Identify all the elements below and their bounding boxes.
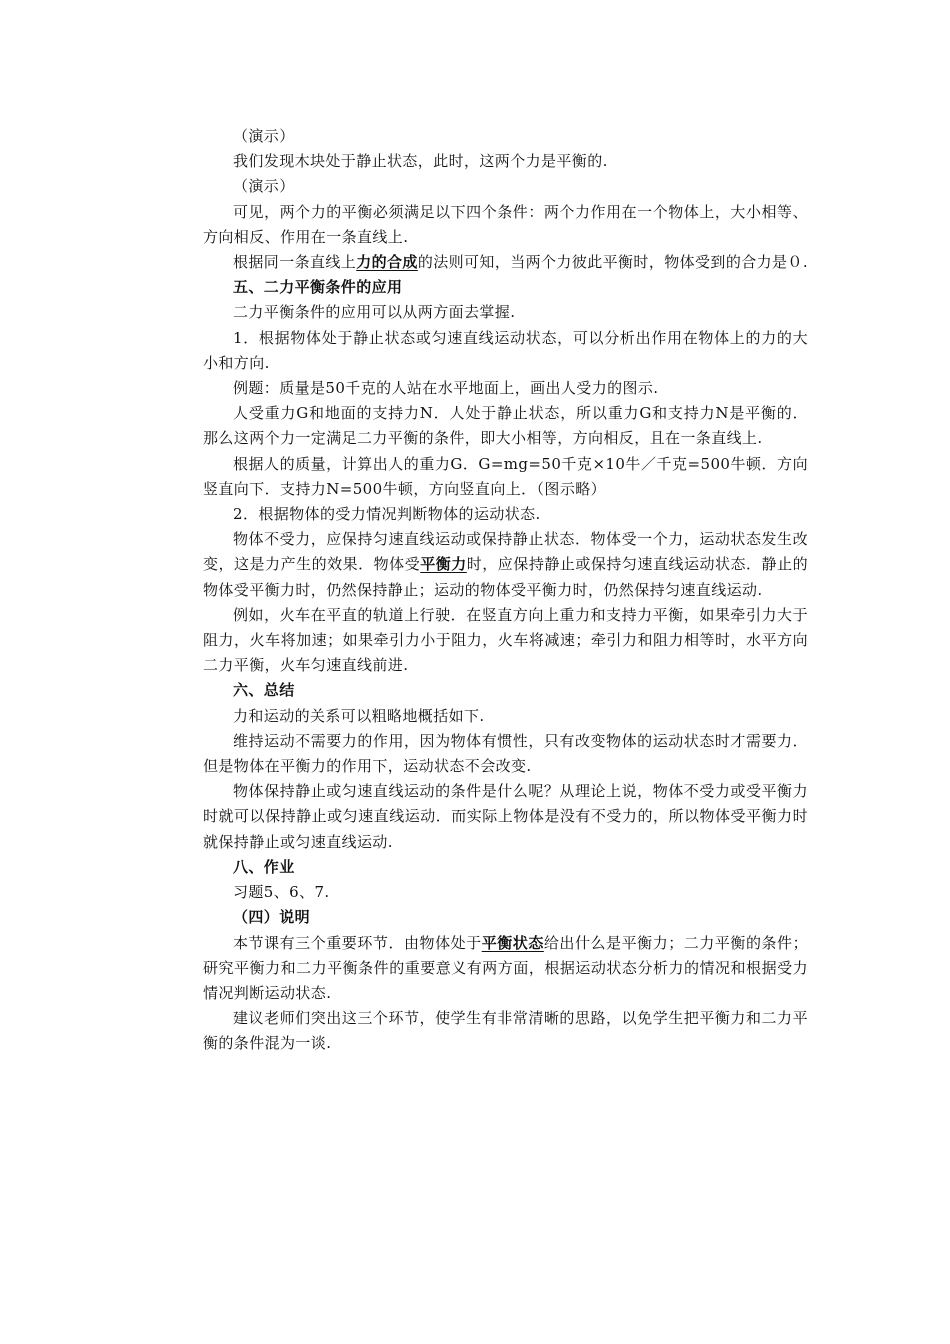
paragraph-text: 物体不受力，应保持匀速直线运动或保持静止状态．物体受一个力，运动状态发生改变，这是力产生的效果．物体受 xyxy=(203,530,808,574)
paragraph xyxy=(203,704,808,729)
link-equilibrium-state[interactable]: 平衡状态 xyxy=(481,933,544,952)
paragraph-text: 人受重力G和地面的支持力N．人处于静止状态，所以重力G和支持力N是平衡的．那么这两个力一定满足二力平衡的条件，即大小相等，方向相反，且在一条直线上. xyxy=(203,404,808,448)
paragraph xyxy=(203,326,808,376)
paragraph xyxy=(203,1006,808,1056)
document-body xyxy=(203,124,808,1057)
paragraph xyxy=(203,527,808,603)
heading-text: 八、作业 xyxy=(233,857,295,876)
paragraph-text: 1．根据物体处于静止状态或匀速直线运动状态，可以分析出作用在物体上的力的大小和方向. xyxy=(203,328,808,372)
heading-text: 五、二力平衡条件的应用 xyxy=(233,278,403,297)
paragraph xyxy=(203,452,808,502)
section-heading xyxy=(203,855,808,880)
paragraph-text: 例如，火车在平直的轨道上行驶．在竖直方向上重力和支持力平衡，如果牵引力大于阻力，火车将加速；如果牵引力小于阻力，火车将减速；牵引力和阻力相等时，水平方向二力平衡，火车匀速直线前进. xyxy=(203,605,808,675)
paragraph-text: 根据人的质量，计算出人的重力G．G=mg=50千克×10牛／千克=500牛顿．方向竖直向下．支持力N=500牛顿，方向竖直向上．（图示略） xyxy=(203,454,808,498)
paragraph-text: 二力平衡条件的应用可以从两方面去掌握. xyxy=(233,303,516,322)
paragraph-text: 给出什么是平衡力；二力平衡的条件；研究平衡力和二力平衡条件的重要意义有两方面，根据运动状态分析力的情况和根据受力情况判断运动状态. xyxy=(203,933,808,1002)
paragraph-text: 力和运动的关系可以粗略地概括如下. xyxy=(233,706,485,725)
paragraph xyxy=(203,174,808,199)
paragraph-text: （演示） xyxy=(233,177,295,196)
heading-text: 六、总结 xyxy=(233,681,295,700)
paragraph xyxy=(203,931,808,1007)
section-heading xyxy=(203,678,808,703)
paragraph-text: 可见，两个力的平衡必须满足以下四个条件：两个力作用在一个物体上，大小相等、方向相反、作用在一条直线上. xyxy=(203,202,808,246)
paragraph-text: 物体保持静止或匀速直线运动的条件是什么呢？从理论上说，物体不受力或受平衡力时就可以保持静止或匀速直线运动．而实际上物体是没有不受力的，所以物体受平衡力时就保持静止或匀速直线运动. xyxy=(203,782,808,851)
section-heading xyxy=(203,905,808,930)
paragraph xyxy=(203,376,808,401)
paragraph xyxy=(203,779,808,855)
paragraph xyxy=(203,603,808,679)
paragraph xyxy=(203,250,808,275)
paragraph xyxy=(203,502,808,527)
paragraph-text: 根据同一条直线上 xyxy=(233,253,357,272)
paragraph-text: 2．根据物体的受力情况判断物体的运动状态. xyxy=(233,505,541,524)
paragraph xyxy=(203,729,808,779)
paragraph-text: 本节课有三个重要环节．由物体处于 xyxy=(233,933,482,952)
link-force-composition[interactable]: 力的合成 xyxy=(356,253,418,272)
link-balanced-force[interactable]: 平衡力 xyxy=(420,555,467,574)
paragraph-text: 习题5、6、7. xyxy=(233,883,330,902)
paragraph xyxy=(203,149,808,174)
paragraph-text: 维持运动不需要力的作用，因为物体有惯性，只有改变物体的运动状态时才需要力．但是物体在平衡力的作用下，运动状态不会改变. xyxy=(203,731,808,776)
paragraph xyxy=(203,200,808,250)
heading-text: （四）说明 xyxy=(233,908,311,927)
paragraph xyxy=(203,880,808,905)
paragraph-text: 时，应保持静止或保持匀速直线运动状态．静止的物体受平衡力时，仍然保持静止；运动的物体受平衡力时，仍然保持匀速直线运动. xyxy=(203,555,808,599)
paragraph-text: 我们发现木块处于静止状态，此时，这两个力是平衡的. xyxy=(233,152,608,171)
paragraph-text: （演示） xyxy=(233,127,295,145)
paragraph-text: 建议老师们突出这三个环节，使学生有非常清晰的思路，以免学生把平衡力和二力平衡的条件混为一谈. xyxy=(203,1009,808,1053)
paragraph xyxy=(203,124,808,149)
section-heading xyxy=(203,275,808,300)
paragraph xyxy=(203,300,808,325)
paragraph xyxy=(203,401,808,451)
paragraph-text: 例题：质量是50千克的人站在水平地面上，画出人受力的图示. xyxy=(233,379,659,398)
paragraph-text: 的法则可知，当两个力彼此平衡时，物体受到的合力是０. xyxy=(417,253,808,272)
